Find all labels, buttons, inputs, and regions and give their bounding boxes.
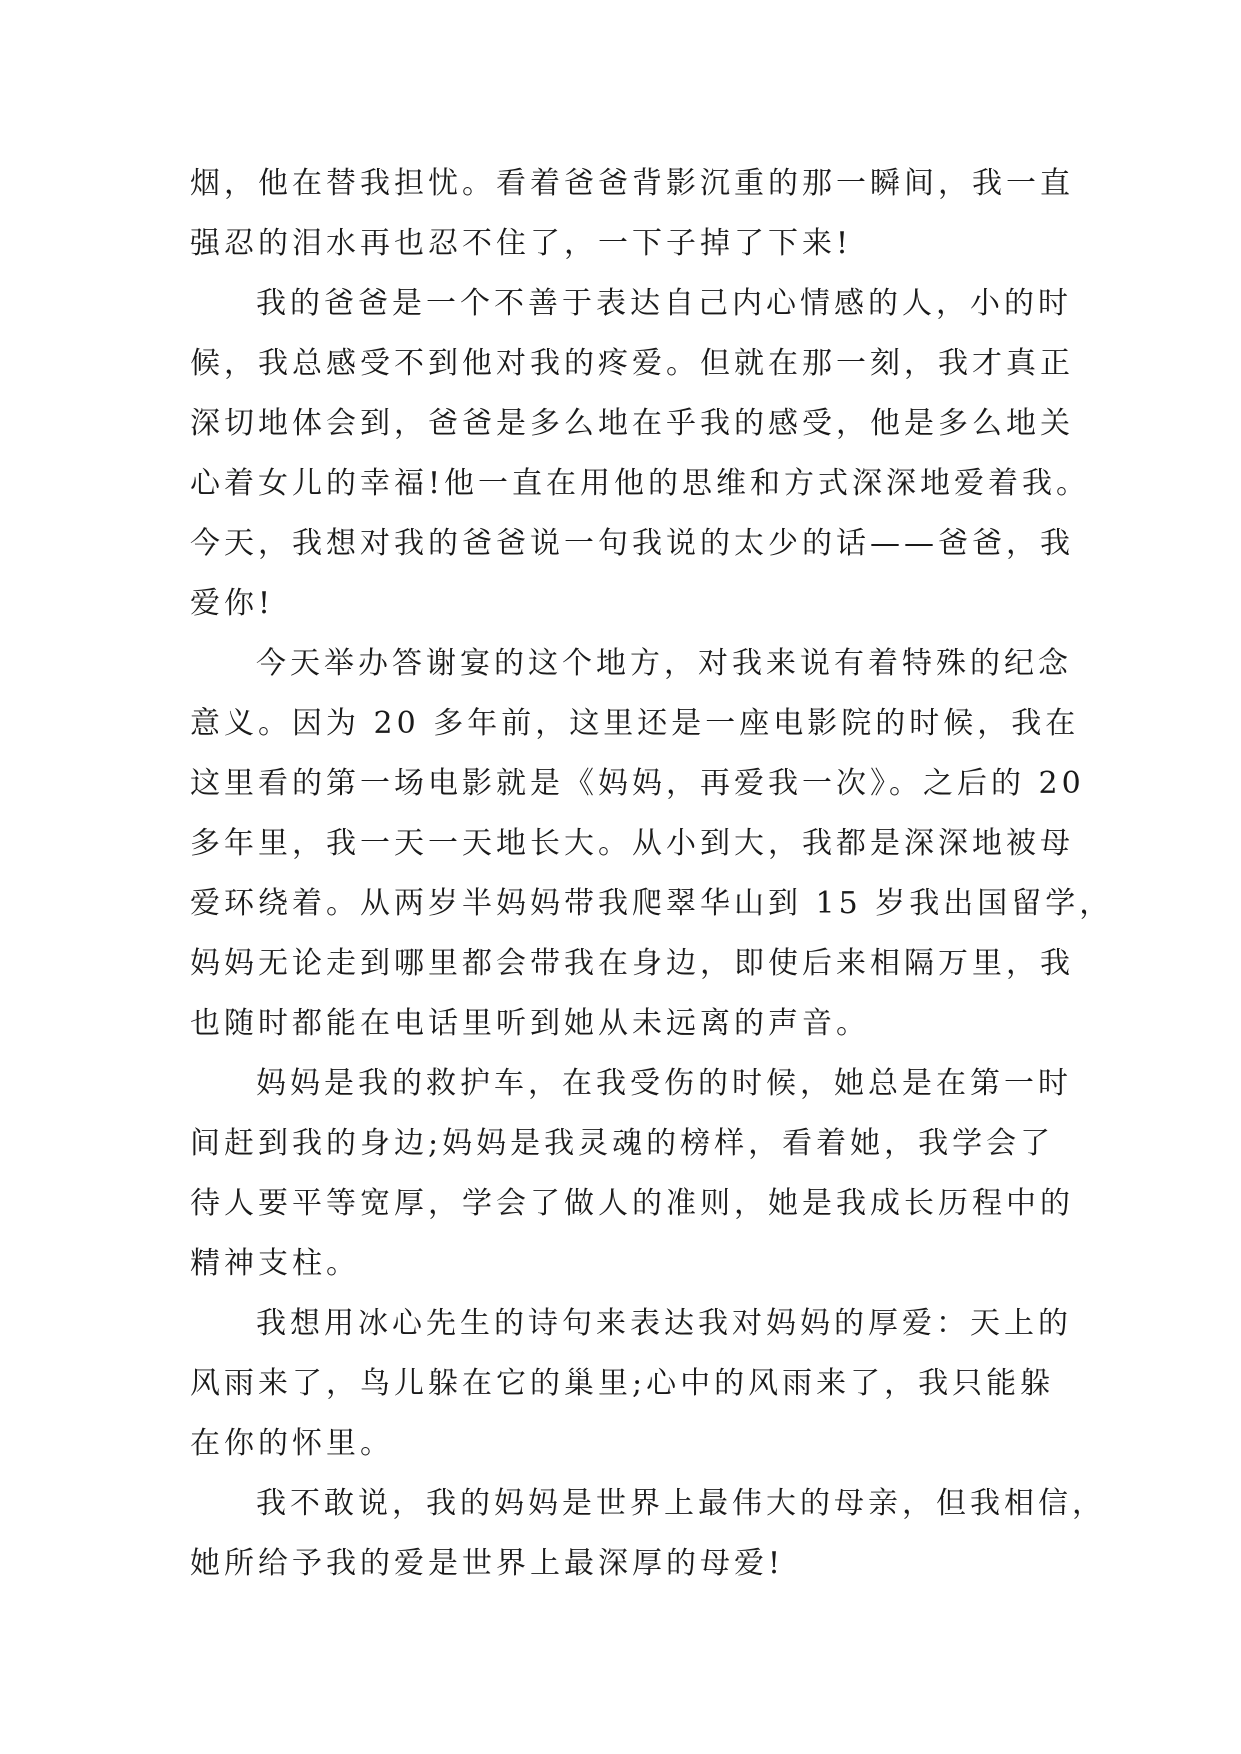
text-line: 也随时都能在电话里听到她从未远离的声音。 bbox=[190, 1006, 870, 1041]
text-line: 在你的怀里。 bbox=[190, 1426, 394, 1461]
text-line: 她所给予我的爱是世界上最深厚的母爱! bbox=[190, 1546, 785, 1581]
text-line: 深切地体会到，爸爸是多么地在乎我的感受，他是多么地关 bbox=[190, 406, 1074, 441]
text-line: 间赶到我的身边;妈妈是我灵魂的榜样，看着她，我学会了 bbox=[190, 1126, 1055, 1161]
paragraph-start-line: 我的爸爸是一个不善于表达自己内心情感的人，小的时 bbox=[256, 286, 1072, 321]
text-line: 今天，我想对我的爸爸说一句我说的太少的话——爸爸，我 bbox=[190, 526, 1074, 561]
body-text bbox=[190, 154, 1114, 1594]
text-line: 待人要平等宽厚，学会了做人的准则，她是我成长历程中的 bbox=[190, 1186, 1074, 1221]
text-line: 这里看的第一场电影就是《妈妈，再爱我一次》。之后的 20 bbox=[190, 766, 1085, 801]
text-line: 烟，他在替我担忧。看着爸爸背影沉重的那一瞬间，我一直 bbox=[190, 166, 1074, 201]
text-line: 多年里，我一天一天地长大。从小到大，我都是深深地被母 bbox=[190, 826, 1074, 861]
text-line: 候，我总感受不到他对我的疼爱。但就在那一刻，我才真正 bbox=[190, 346, 1074, 381]
text-line: 风雨来了，鸟儿躲在它的巢里;心中的风雨来了，我只能躲 bbox=[190, 1366, 1055, 1401]
text-line: 强忍的泪水再也忍不住了，一下子掉了下来! bbox=[190, 226, 853, 261]
text-line: 心着女儿的幸福!他一直在用他的思维和方式深深地爱着我。 bbox=[190, 466, 1091, 501]
text-line: 意义。因为 20 多年前，这里还是一座电影院的时候，我在 bbox=[190, 706, 1080, 741]
text-line: 妈妈无论走到哪里都会带我在身边，即使后来相隔万里，我 bbox=[190, 946, 1074, 981]
text-line: 爱你! bbox=[190, 586, 275, 621]
text-line: 精神支柱。 bbox=[190, 1246, 360, 1281]
paragraph-start-line: 妈妈是我的救护车，在我受伤的时候，她总是在第一时 bbox=[256, 1066, 1072, 1101]
paragraph-start-line: 我想用冰心先生的诗句来表达我对妈妈的厚爱：天上的 bbox=[256, 1306, 1072, 1341]
paragraph-start-line: 今天举办答谢宴的这个地方，对我来说有着特殊的纪念 bbox=[256, 646, 1072, 681]
paragraph-start-line: 我不敢说，我的妈妈是世界上最伟大的母亲，但我相信， bbox=[256, 1486, 1106, 1521]
text-line: 爱环绕着。从两岁半妈妈带我爬翠华山到 15 岁我出国留学， bbox=[190, 886, 1114, 921]
